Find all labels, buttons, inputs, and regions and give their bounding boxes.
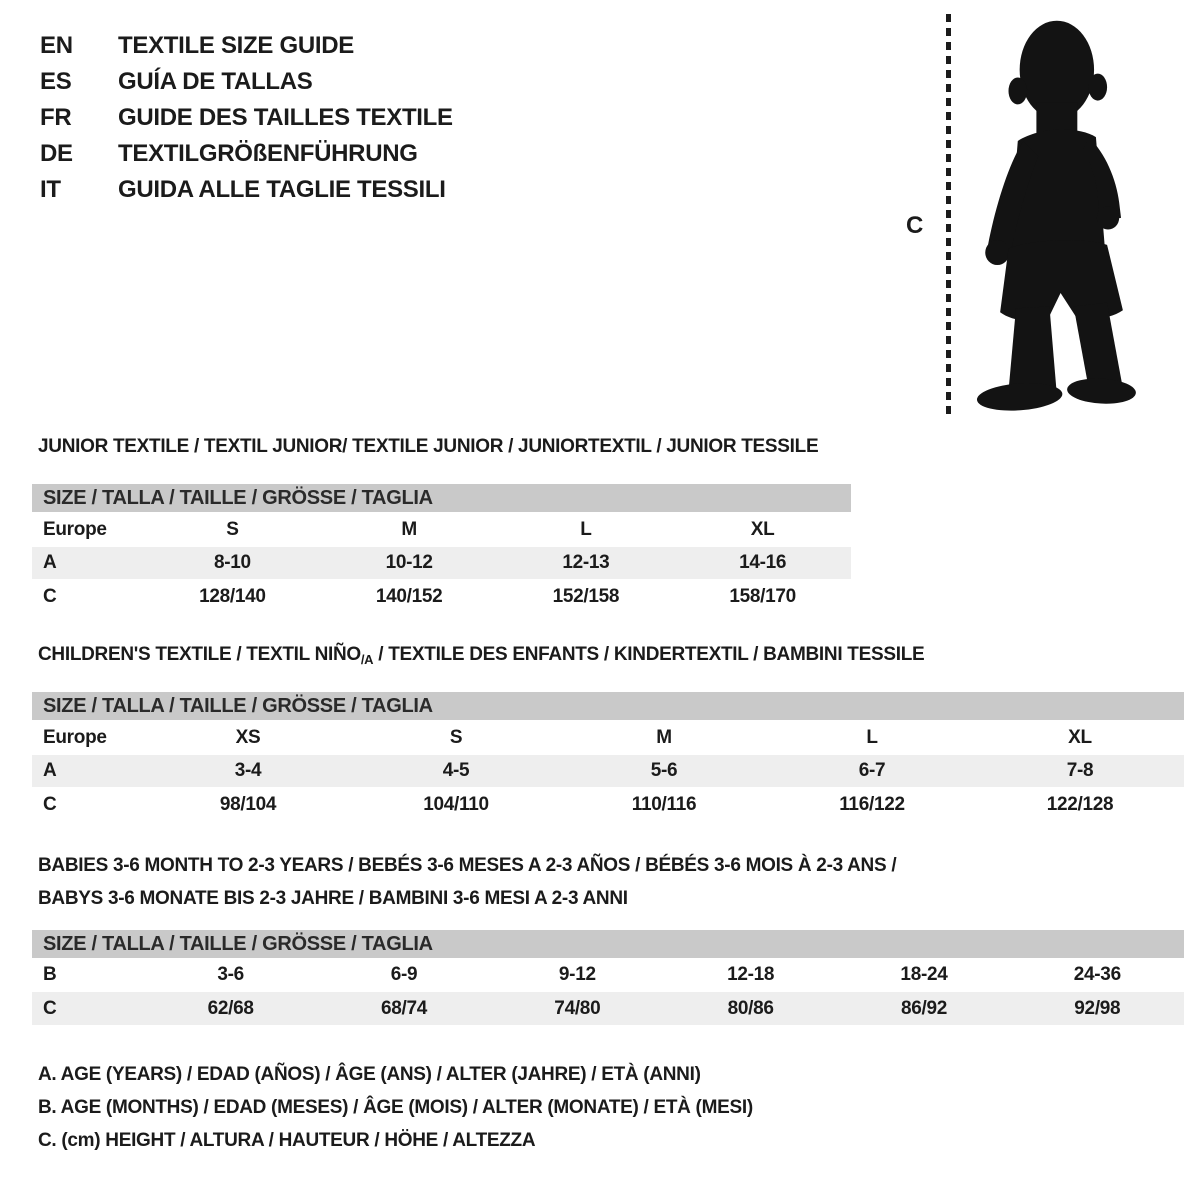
height-cell: 80/86 xyxy=(727,997,774,1019)
size-cell: M xyxy=(401,518,417,540)
age-cell: 10-12 xyxy=(385,552,433,573)
row-label: A xyxy=(43,760,57,781)
age-cell: 3-4 xyxy=(234,760,262,781)
language-code: IT xyxy=(40,176,61,203)
age-cell: 5-6 xyxy=(650,760,678,781)
age-cell: 6-7 xyxy=(858,760,886,781)
age-cell: 14-16 xyxy=(739,552,787,573)
height-cell: 68/74 xyxy=(380,997,428,1019)
age-cell: 3-6 xyxy=(217,964,244,985)
size-cell: L xyxy=(580,518,592,540)
language-code: ES xyxy=(40,68,72,95)
height-cell: 92/98 xyxy=(1074,997,1121,1019)
language-header xyxy=(40,28,453,208)
height-cell: 140/152 xyxy=(375,585,443,607)
height-cell: 62/68 xyxy=(207,997,254,1019)
size-table-header: SIZE / TALLA / TAILLE / GRÖSSE / TAGLIA xyxy=(32,930,1184,958)
language-code: FR xyxy=(40,104,72,131)
size-cell: XL xyxy=(750,518,775,540)
footnote-age-years: A. AGE (YEARS) / EDAD (AÑOS) / ÂGE (ANS) / ALTER (JAHRE) / ETÀ (ANNI) xyxy=(38,1064,701,1085)
age-cell: 7-8 xyxy=(1066,760,1094,781)
size-cell: S xyxy=(226,518,239,540)
language-code: DE xyxy=(40,140,73,167)
children-size-table xyxy=(32,692,1184,822)
height-cell: 152/158 xyxy=(552,585,620,607)
language-row xyxy=(40,172,453,208)
height-cell: 122/128 xyxy=(1046,793,1114,815)
footnotes xyxy=(38,1058,753,1157)
language-row xyxy=(40,100,453,136)
table-row-height xyxy=(32,787,1184,822)
height-cell: 116/122 xyxy=(839,793,905,815)
table-row-age xyxy=(32,755,1184,787)
babies-title-line1: BABIES 3-6 MONTH TO 2-3 YEARS / BEBÉS 3-6 MESES A 2-3 AÑOS / BÉBÉS 3-6 MOIS À 2-3 ANS / xyxy=(38,855,897,876)
age-cell: 24-36 xyxy=(1073,964,1121,985)
language-label: GUIDA ALLE TAGLIE TESSILI xyxy=(118,176,446,203)
language-row xyxy=(40,136,453,172)
size-cell: M xyxy=(656,726,672,748)
height-cell: 98/104 xyxy=(219,793,277,815)
junior-section-title: JUNIOR TEXTILE / TEXTIL JUNIOR/ TEXTILE JUNIOR / JUNIORTEXTIL / JUNIOR TESSILE xyxy=(38,436,819,457)
age-cell: 8-10 xyxy=(213,552,251,573)
children-title-prefix: CHILDREN'S TEXTILE / TEXTIL NIÑO xyxy=(38,644,361,665)
table-row-europe xyxy=(32,512,851,547)
footnote-age-months: B. AGE (MONTHS) / EDAD (MESES) / ÂGE (MOIS) / ALTER (MONATE) / ETÀ (MESI) xyxy=(38,1097,753,1118)
babies-title-line2: BABYS 3-6 MONATE BIS 2-3 JAHRE / BAMBINI 3-6 MESI A 2-3 ANNI xyxy=(38,888,628,909)
size-table-header: SIZE / TALLA / TAILLE / GRÖSSE / TAGLIA xyxy=(32,692,1184,720)
row-label: C xyxy=(43,793,57,815)
height-measure-label: C xyxy=(906,212,924,239)
table-row-height xyxy=(32,992,1184,1025)
age-cell: 18-24 xyxy=(900,964,948,985)
age-cell: 12-18 xyxy=(727,964,775,985)
children-section-title xyxy=(38,644,924,667)
height-cell: 86/92 xyxy=(900,997,947,1019)
table-row-height xyxy=(32,579,851,614)
size-cell: XL xyxy=(1068,726,1092,748)
babies-size-table xyxy=(32,930,1184,1025)
age-cell: 4-5 xyxy=(442,760,470,781)
height-cell: 128/140 xyxy=(199,585,266,607)
height-cell: 110/116 xyxy=(631,793,697,815)
table-row-europe xyxy=(32,720,1184,755)
language-row xyxy=(40,28,453,64)
language-label: GUIDE DES TAILLES TEXTILE xyxy=(118,104,453,131)
language-code: EN xyxy=(40,32,73,59)
language-label: TEXTILE SIZE GUIDE xyxy=(118,32,354,59)
size-cell: S xyxy=(449,726,463,748)
language-row xyxy=(40,64,453,100)
table-row-age xyxy=(32,547,851,579)
age-cell: 9-12 xyxy=(558,964,596,985)
age-cell: 12-13 xyxy=(562,552,610,573)
age-cell: 6-9 xyxy=(390,964,418,985)
height-cell: 104/110 xyxy=(423,793,489,815)
size-table-header: SIZE / TALLA / TAILLE / GRÖSSE / TAGLIA xyxy=(32,484,851,512)
table-row-age-months xyxy=(32,958,1184,992)
height-measure-dashed-line xyxy=(946,14,951,418)
children-title-subscript: /A xyxy=(360,652,374,667)
children-title-suffix: / TEXTILE DES ENFANTS / KINDERTEXTIL / BAMBINI TESSILE xyxy=(373,644,925,665)
footnote-height-cm: C. (cm) HEIGHT / ALTURA / HAUTEUR / HÖHE / ALTEZZA xyxy=(38,1130,536,1151)
junior-size-table xyxy=(32,484,851,614)
toddler-silhouette-icon xyxy=(962,14,1148,418)
language-label: GUÍA DE TALLAS xyxy=(118,68,313,95)
babies-section-title xyxy=(38,849,896,915)
size-cell: XS xyxy=(235,726,261,748)
row-label: Europe xyxy=(43,726,107,748)
row-label: B xyxy=(43,964,57,985)
height-cell: 74/80 xyxy=(554,997,601,1019)
language-label: TEXTILGRÖßENFÜHRUNG xyxy=(118,140,418,167)
row-label: C xyxy=(43,997,57,1019)
row-label: C xyxy=(43,585,57,607)
height-cell: 158/170 xyxy=(729,585,796,607)
size-cell: L xyxy=(866,726,878,748)
row-label: A xyxy=(43,552,57,573)
row-label: Europe xyxy=(43,518,107,540)
